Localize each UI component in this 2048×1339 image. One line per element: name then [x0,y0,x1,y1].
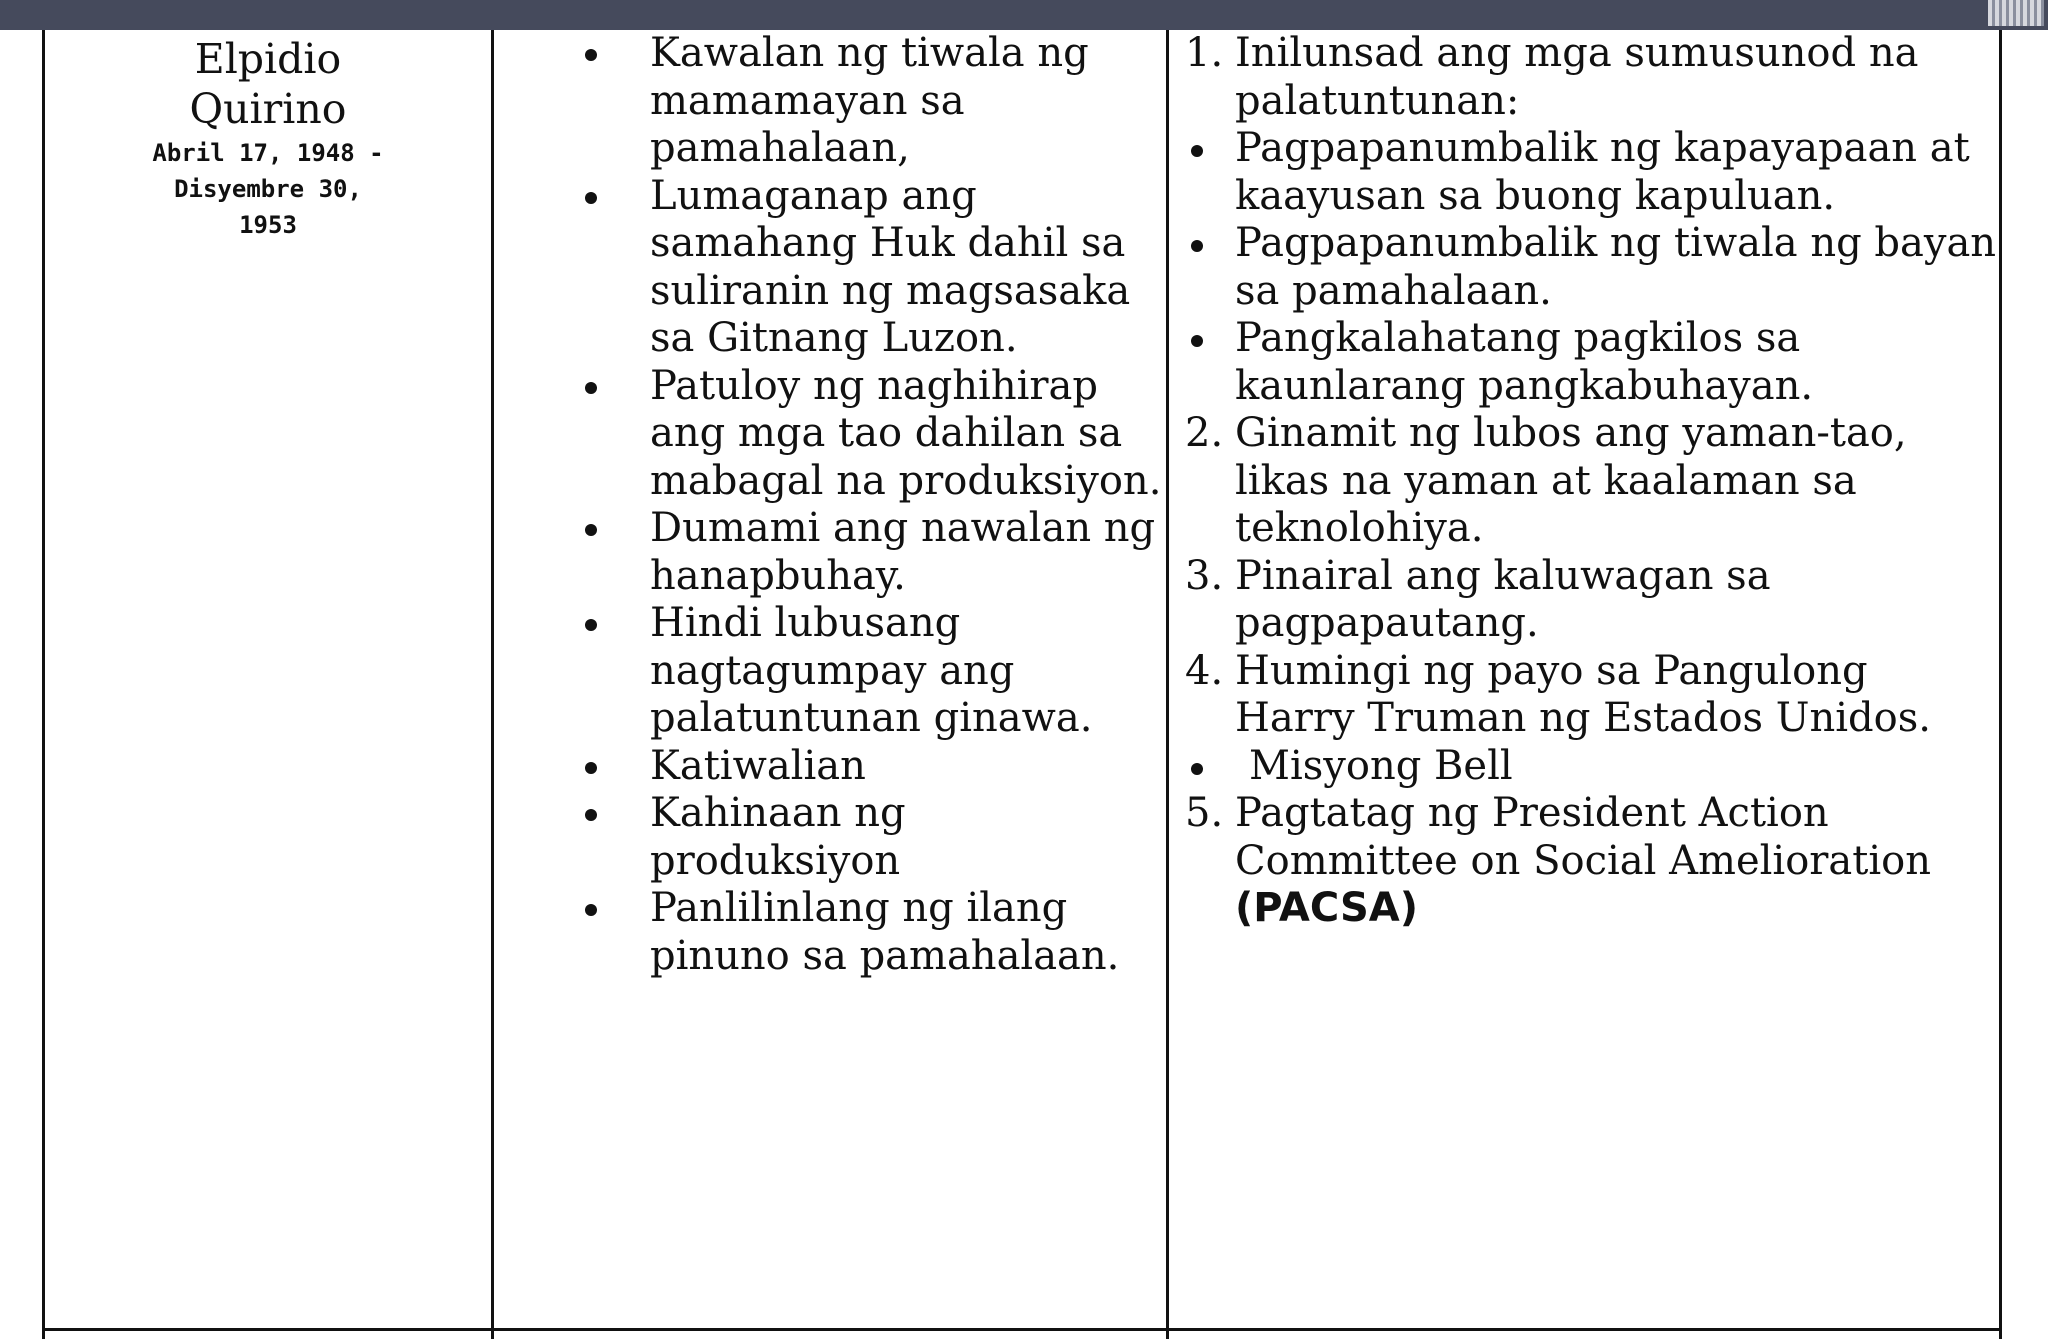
table-border-right [1999,30,2002,1339]
problem-item: Dumami ang nawalan ng hanapbuhay. [494,505,1164,600]
program-number: 2. [1185,410,1224,456]
programs-cell [1169,30,1999,933]
program-number: 3. [1185,552,1224,599]
program-text: Pinairal ang kaluwagan sa pagpapautang. [1235,552,1771,646]
program-number: 5. [1185,790,1224,836]
term-start: Abril 17, 1948 - [152,139,384,167]
program-sub-item: Misyong Bell [1169,743,1999,791]
program-sub-item: Pagpapanumbalik ng tiwala ng bayan sa pamahalaan. [1169,220,1999,315]
president-cell [45,30,491,242]
problem-item: Kawalan ng tiwala ng mamamayan sa pamahalaan, [494,30,1164,173]
program-number: 1. [1185,30,1224,76]
president-last-name: Quirino [189,85,347,133]
problems-cell [494,30,1164,980]
term-mid: Disyembre 30, [174,175,362,203]
window-top-bar [0,0,2048,30]
problem-item: Patuloy ng naghihirap ang mga tao dahilan sa mabagal na produksiyon. [494,363,1164,506]
program-number: 4. [1185,647,1224,694]
program-item-4 [1169,648,1999,743]
row-divider [42,1328,2002,1331]
program-item-2 [1169,410,1999,553]
term-end: 1953 [239,211,297,239]
program-item-1 [1169,30,1999,125]
president-first-name: Elpidio [194,35,342,83]
program-sub-item: Pangkalahatang pagkilos sa kaunlarang pangkabuhayan. [1169,315,1999,410]
problem-item: Kahinaan ng produksiyon [494,790,1164,885]
program-text: Humingi ng payo sa Pangulong Harry Truman ng Estados Unidos. [1235,647,1931,741]
program-text: Ginamit ng lubos ang yaman-tao, likas na yaman at kaalaman sa teknolohiya. [1235,410,1907,551]
problem-item: Panlilinlang ng ilang pinuno sa pamahalaan. [494,885,1164,980]
program-item-5 [1169,790,1999,933]
programs-list [1169,30,1999,933]
program-acronym: (PACSA) [1235,885,1419,931]
program-text: Pagtatag ng President Action Committee on Social Amelioration [1235,790,1931,884]
program-item-3 [1169,553,1999,648]
problem-item: Lumaganap ang samahang Huk dahil sa suliranin ng magsasaka sa Gitnang Luzon. [494,173,1164,363]
president-table [42,30,2002,1339]
problem-item: Hindi lubusang nagtagumpay ang palatuntunan ginawa. [494,600,1164,743]
program-text: Inilunsad ang mga sumusunod na palatuntunan: [1235,30,1919,124]
scroll-grip-icon[interactable] [1988,0,2044,26]
problems-list [494,30,1164,980]
program-sub-item: Pagpapanumbalik ng kapayapaan at kaayusan sa buong kapuluan. [1169,125,1999,220]
problem-item: Katiwalian [494,743,1164,791]
